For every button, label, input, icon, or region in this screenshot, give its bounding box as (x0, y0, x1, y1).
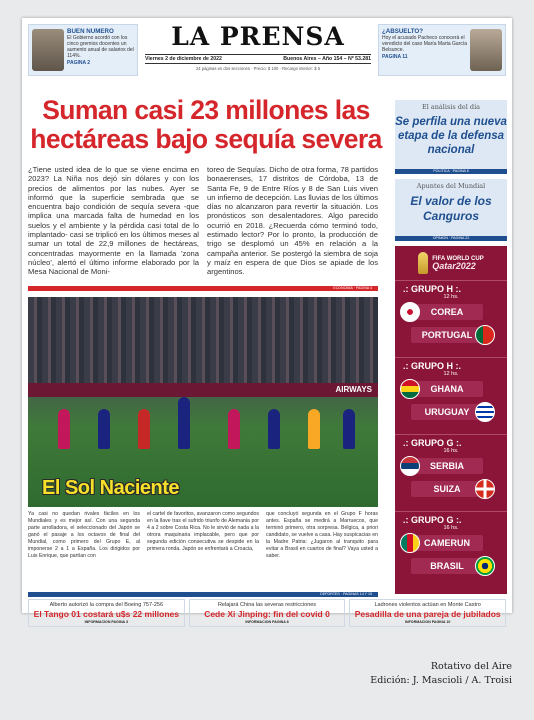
player-figure (58, 409, 70, 449)
photo-caption: El Sol Naciente (42, 477, 179, 499)
teaser-page: INFORMACION PAGINA 10 (405, 620, 451, 624)
teaser-headline: Pesadilla de una pareja de jubilados (354, 609, 501, 619)
player-figure (98, 409, 110, 449)
player-figure (178, 397, 190, 449)
korea-flag-icon (400, 302, 420, 322)
match-time: 12 hs. (443, 294, 459, 300)
group-name: .: GRUPO G :. (403, 438, 462, 448)
match-card[interactable] (395, 511, 507, 588)
teaser-headline: Cede Xi Jinping: fin del covid 0 (204, 609, 330, 619)
match-time: 16 hs. (443, 448, 459, 454)
teaser-photo (32, 29, 64, 71)
credit-line-2: Edición: J. Mascioli / A. Troisi (370, 675, 512, 686)
photo-story-col-1: Ya casi no quedan rivales fáciles en los Mundiales y es mejor así. Con una segunda parte arrolladora, el seleccionado del Japón se ganó el pasaje a los octavos de final del Mundial, como primero del Grupo E, al imponerse 2 a 1 a España. Los dirigidos por Luis Enrique, que partían con (28, 511, 140, 559)
header-left-teaser[interactable] (28, 24, 138, 76)
worldcup-fixtures (395, 246, 507, 594)
match-card[interactable] (395, 434, 507, 511)
team-name: PORTUGAL (411, 327, 483, 343)
main-story-col-2: toreo de Sequías. Dicho de otra forma, 78 partidos bonaerenses, 17 distritos de Córdoba, 13 de Santa Fe, 9 de Entre Ríos y 8 de San Luis viven un infierno de decepción. Las lluvias de los últimos días no alcanzaron para revertir la situación. Los pronósticos son desalentadores. Algo parecido ocurrió en 2018. ¿Recuerda cómo terminó todo, estimado lector? Por lo pronto, la producción de trigo se desplomó un 45% en relación a la campaña anterior. Se postergó la siembra de soja y maíz en espera de que Dios se apiade de los argentinos. (207, 165, 378, 277)
analysis-kicker: El análisis del día (421, 103, 481, 111)
teaser-item[interactable] (349, 599, 506, 627)
team-name: COREA (411, 304, 483, 320)
header-right-teaser[interactable] (378, 24, 506, 76)
player-figure (343, 409, 355, 449)
photo-story-col-3: que concluyó segunda en el Grupo F horas antes. España se medirá a Marruecos, que terminó primero, otra sorpresa. Bélgica, a priori candidato, se vuelve a casa. Hay suspicacias en la Madre Patria: ¿Jugaron al tranquito para evitar a Brasil en cuartos de final? Vaya usted a saber. (266, 511, 378, 559)
player-figure (138, 409, 150, 449)
cameroon-flag-icon (400, 533, 420, 553)
trophy-icon (418, 252, 428, 274)
price-line: 24 páginas en dos secciones · Precio: $ 100 · Recargo interior: $ 5 (195, 66, 321, 71)
teaser-page: INFORMACION PAGINA 3 (84, 620, 128, 624)
credit-block (300, 660, 512, 688)
portugal-flag-icon (475, 325, 495, 345)
opinion-kicker: Apuntes del Mundial (416, 182, 486, 190)
credit-line-1: Rotativo del Aire (430, 661, 512, 672)
newspaper-front-page (22, 18, 512, 624)
team-name: URUGUAY (411, 404, 483, 420)
analysis-page: POLITICA · PAGINA 6 (395, 169, 507, 174)
issue-edition: Buenos Aires – Año 154 – Nº 53.281 (283, 56, 371, 62)
analysis-title: Se perfila una nueva etapa de la defensa nacional (395, 116, 507, 156)
main-story-body (28, 165, 378, 277)
photo-story-col-2: el cartel de favoritos, avanzaron como segundos en la llave tras el sufrido triunfo de Alemania por 4 a 2 sobre Costa Rica. No le sirvió de nada a la otrora maquinaria implacable, pero que por segunda edición consecutiva se despide en la primera ronda. Japón se enfrentará a Croacia, (147, 511, 259, 552)
match-card[interactable] (395, 357, 507, 434)
teaser-item[interactable] (189, 599, 346, 627)
group-name: .: GRUPO H :. (403, 361, 461, 371)
dateline (145, 54, 371, 64)
worldcup-title: FIFA WORLD CUP (432, 256, 484, 262)
teaser-headline: El Tango 01 costará u$s 22 millones (33, 609, 179, 619)
main-headline[interactable]: Suman casi 23 millones las hectáreas bajo sequía severa (30, 95, 382, 154)
teaser-kicker: Alberto autorizó la compra del Boeing 757-256 (49, 602, 164, 608)
analysis-box[interactable] (395, 100, 507, 174)
player-figure (308, 409, 320, 449)
player-figure (228, 409, 240, 449)
issue-date: Viernes 2 de diciembre de 2022 (145, 56, 222, 62)
main-story-col-1: ¿Tiene usted idea de lo que se viene encima en 2023? La Niña nos dejó sin dólares y con los precios de alimentos por las nubes. Ayer se informó que la superficie sembrada que se encuentra bajo condición de sequía severa -que implica una marcada falta de humedad en los suelos y el ambiente y la pérdida casi total de lo implantado- casi se triplicó en los últimos meses al sumar un total de 22,9 millones de hectáreas, concentradas mayormente en la llamada 'zona núcleo', alertó el último informe elaborado por la Mesa Nacional de Moni- (28, 165, 199, 277)
opinion-box[interactable] (395, 179, 507, 241)
deportes-section-bar[interactable]: DEPORTES · PAGINAS 14 Y 15 (28, 592, 378, 597)
stadium-crowd (28, 297, 378, 387)
team-name: CAMERUN (411, 535, 483, 551)
ghana-flag-icon (400, 379, 420, 399)
group-name: .: GRUPO H :. (403, 284, 461, 294)
teaser-photo (470, 29, 502, 71)
opinion-title: El valor de los Canguros (410, 194, 492, 223)
brazil-flag-icon (475, 556, 495, 576)
serbia-flag-icon (400, 456, 420, 476)
teaser-title: BUEN NUMERO (67, 28, 114, 35)
board-text: AIRWAYS (335, 385, 372, 394)
bottom-teasers (28, 599, 506, 627)
teaser-kicker: Ladrones violentos actúan en Monte Castro (374, 602, 481, 608)
team-name: BRASIL (411, 558, 483, 574)
football-photo[interactable] (28, 297, 378, 507)
team-name: SUIZA (411, 481, 483, 497)
team-name: GHANA (411, 381, 483, 397)
advertising-board (28, 383, 378, 397)
switzerland-flag-icon (475, 479, 495, 499)
teaser-item[interactable] (28, 599, 185, 627)
worldcup-subtitle: Qatar2022 (432, 261, 476, 271)
teaser-text: Hoy el acusado Pacheco conocerá el veredicto del caso María Marta García Belsunce. (382, 35, 468, 53)
player-figure (268, 409, 280, 449)
teaser-page: INFORMACION PAGINA 8 (245, 620, 289, 624)
match-card[interactable] (395, 280, 507, 357)
newspaper-logo: LA PRENSA (171, 22, 345, 51)
teaser-text: El Gobierno acordó con los cinco gremios docentes un aumento anual de salarios del 114%. (67, 35, 134, 59)
photo-story-body (28, 511, 378, 560)
uruguay-flag-icon (475, 402, 495, 422)
teaser-page: PAGINA 11 (382, 54, 408, 60)
teaser-page: PAGINA 2 (67, 60, 91, 66)
worldcup-header (395, 246, 507, 280)
economia-section-bar[interactable]: ECONOMIA · PAGINA 4 (28, 286, 378, 291)
group-name: .: GRUPO G :. (403, 515, 462, 525)
teaser-title: ¿ABSUELTO? (382, 28, 424, 35)
match-time: 12 hs. (443, 371, 459, 377)
match-time: 16 hs. (443, 525, 459, 531)
teaser-kicker: Relajará China las severas restricciones (217, 602, 317, 608)
team-name: SERBIA (411, 458, 483, 474)
opinion-page: OPINION · PAGINA 22 (395, 236, 507, 241)
